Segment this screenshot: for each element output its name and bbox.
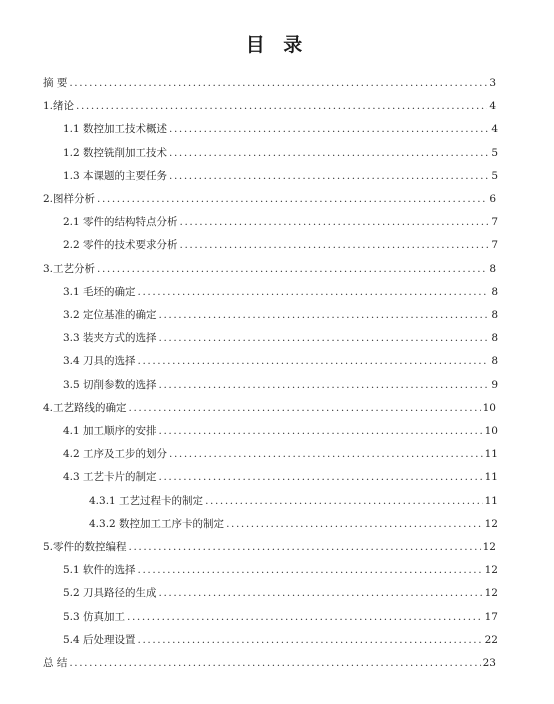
toc-entry[interactable] [0,397,554,419]
toc-entry-label: 1.3 本课题的主要任务 [63,169,168,182]
toc-entry[interactable] [0,304,554,326]
toc-entry[interactable] [0,118,554,140]
toc-entry-label: 总 结 [43,657,68,669]
toc-leader-dots [180,211,490,233]
toc-leader-dots [169,142,489,164]
toc-entry-page-number: 12 [484,517,498,530]
toc-entry[interactable] [0,513,554,535]
toc-entry[interactable] [0,559,554,581]
toc-entry[interactable] [0,443,554,465]
toc-entry[interactable] [0,95,554,117]
toc-entry-label: 5.4 后处理设置 [63,633,136,646]
toc-leader-dots [169,165,489,187]
toc-entry-label: 1.1 数控加工技术概述 [63,123,168,136]
toc-entry-label: 3.4 刀具的选择 [63,355,136,368]
toc-entry-page-number: 7 [491,239,498,252]
toc-leader-dots [159,420,483,442]
toc-leader-dots [159,582,483,604]
toc-entry[interactable] [0,374,554,396]
toc-entry-page-number: 8 [491,332,498,345]
toc-entry-page-number: 8 [489,262,496,275]
toc-entry-page-number: 17 [484,610,498,623]
toc-entry-page-number: 10 [482,401,496,414]
toc-entry-label: 3.2 定位基准的确定 [63,309,157,321]
toc-leader-dots [159,304,490,326]
toc-leader-dots [69,652,480,674]
toc-entry-page-number: 12 [484,587,498,600]
toc-entry[interactable] [0,466,554,488]
toc-entry-label: 3.1 毛坯的确定 [63,285,136,298]
toc-entry-page-number: 12 [484,564,498,577]
toc-entry-label: 4.3 工艺卡片的制定 [63,471,157,484]
toc-leader-dots [169,443,483,465]
toc-entry-page-number: 12 [482,541,496,553]
toc-entry[interactable] [0,281,554,303]
toc-entry[interactable] [0,536,554,558]
toc-entry-page-number: 5 [491,169,498,182]
toc-entry-page-number: 5 [491,146,498,159]
toc-entry[interactable] [0,258,554,280]
toc-leader-dots [138,281,490,303]
toc-leader-dots [69,72,487,94]
toc-entry-label: 5.1 软件的选择 [63,564,136,577]
toc-entry-page-number: 22 [484,633,498,646]
toc-leader-dots [159,327,490,349]
toc-entry-label: 1.绪论 [43,100,75,113]
toc-leader-dots [127,606,483,628]
toc-entry-page-number: 8 [491,285,498,298]
toc-leader-dots [159,374,490,396]
toc-entry-label: 3.5 切削参数的选择 [63,378,157,391]
toc-entry-label: 摘 要 [43,77,68,89]
toc-entry-label: 5.零件的数控编程 [43,541,127,553]
toc-leader-dots [129,397,481,419]
toc-entry[interactable] [0,188,554,210]
toc-leader-dots [180,234,490,256]
toc-entry[interactable] [0,165,554,187]
toc-leader-dots [226,513,483,535]
toc-entry-page-number: 23 [482,657,496,669]
toc-entry-label: 4.1 加工顺序的安排 [63,425,157,437]
toc-leader-dots [97,188,487,210]
toc-entry-label: 2.1 零件的结构特点分析 [63,216,178,229]
toc-entry-label: 2.图样分析 [43,193,96,205]
toc-leader-dots [76,95,487,117]
toc-entry[interactable] [0,582,554,604]
toc-entry-page-number: 11 [484,471,498,484]
toc-entry-label: 5.3 仿真加工 [63,610,126,623]
toc-entry-page-number: 9 [491,378,498,391]
toc-entry[interactable] [0,629,554,651]
toc-leader-dots [138,559,483,581]
toc-entry-page-number: 8 [491,309,498,321]
toc-leader-dots [97,258,487,280]
toc-entry[interactable] [0,490,554,512]
toc-entry-page-number: 4 [491,123,498,136]
toc-entry[interactable] [0,142,554,164]
toc-entry[interactable] [0,606,554,628]
toc-entry-label: 3.工艺分析 [43,262,96,275]
toc-entry[interactable] [0,350,554,372]
toc-entry-label: 4.2 工序及工步的划分 [63,448,168,461]
toc-entry-label: 5.2 刀具路径的生成 [63,587,157,600]
toc-entry[interactable] [0,211,554,233]
toc-leader-dots [205,490,483,512]
toc-leader-dots [129,536,481,558]
toc-entry-label: 4.工艺路线的确定 [43,401,127,414]
toc-leader-dots [159,466,483,488]
toc-entry-label: 1.2 数控铣削加工技术 [63,146,168,159]
toc-entry[interactable] [0,72,554,94]
toc-entry[interactable] [0,652,554,674]
page-title: 目 录 [245,34,309,56]
toc-entry-label: 3.3 装夹方式的选择 [63,332,157,345]
toc-entry-page-number: 6 [489,193,496,205]
toc-entry[interactable] [0,420,554,442]
toc-entry-label: 2.2 零件的技术要求分析 [63,239,178,252]
toc-entry-page-number: 11 [484,448,498,461]
toc-entry-page-number: 3 [489,77,496,89]
toc-leader-dots [138,350,490,372]
toc-entry-label: 4.3.1 工艺过程卡的制定 [89,494,204,507]
toc-entry-page-number: 4 [489,100,496,113]
toc-entry-page-number: 10 [484,425,498,437]
toc-entry-page-number: 7 [491,216,498,229]
toc-entry[interactable] [0,327,554,349]
toc-leader-dots [138,629,483,651]
toc-entry-page-number: 8 [491,355,498,368]
toc-leader-dots [169,118,489,140]
toc-entry[interactable] [0,234,554,256]
toc-entry-label: 4.3.2 数控加工工序卡的制定 [89,517,225,530]
toc-entry-page-number: 11 [484,494,498,507]
